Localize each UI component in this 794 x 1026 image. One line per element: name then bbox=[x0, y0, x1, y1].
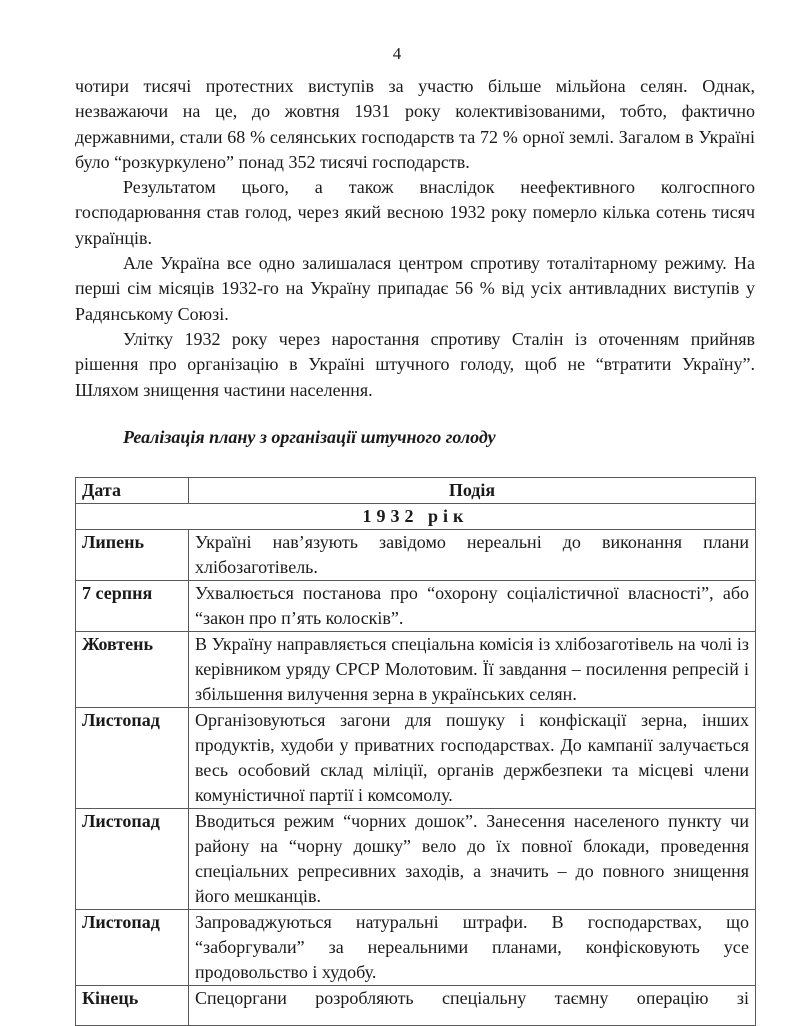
row-event: Організовуються загони для пошуку і конфіскації зерна, інших продуктів, худоби у приватних господарствах. До кампанії залучається весь особовий склад міліції, органів держбезпеки та місцеві члени комуністичної партії і комсомолу. bbox=[189, 708, 756, 809]
paragraph-3: Але Україна все одно залишалася центром спротиву тоталітарному режиму. На перші сім місяців 1932-го на Україну припадає 56 % від усіх антивладних виступів у Радянському Союзі. bbox=[75, 253, 755, 324]
table-row bbox=[76, 910, 756, 986]
row-date: Листопад bbox=[76, 910, 189, 986]
row-date: Жовтень bbox=[76, 632, 189, 708]
table-row bbox=[76, 632, 756, 708]
body-text bbox=[75, 74, 755, 403]
paragraph-1: чотири тисячі протестних виступів за участю більше мільйона селян. Однак, незважаючи на це, до жовтня 1931 року колективізованими, тобто, фактично державними, стали 68 % селянських господарств та 72 % орної землі. Загалом в Україні було “розкуркулено” понад 352 тисячі господарств. bbox=[75, 76, 755, 172]
header-date: Дата bbox=[76, 478, 189, 504]
paragraph-2: Результатом цього, а також внаслідок неефективного колгоспного господарювання став голод, через який весною 1932 року померло кілька сотень тисяч українців. bbox=[75, 177, 755, 248]
table-header-row bbox=[76, 478, 756, 504]
row-date: Липень bbox=[76, 530, 189, 581]
paragraph-4: Улітку 1932 року через наростання спротиву Сталін із оточенням прийняв рішення про організацію в Україні штучного голоду, щоб не “втратити Україну”. Шляхом знищення частини населення. bbox=[75, 328, 755, 400]
row-event: Запроваджуються натуральні штрафи. В господарствах, що “заборгували” за нереальними планами, конфісковують усе продовольство і худобу. bbox=[189, 910, 756, 986]
row-event: В Україну направляється спеціальна комісія із хлібозаготівель на чолі із керівником уряду СРСР Молотовим. Її завдання – посилення репресій і збільшення вилучення зерна в українських селян. bbox=[189, 632, 756, 708]
table-row bbox=[76, 708, 756, 809]
row-event: Україні нав’язують завідомо нереальні до виконання плани хлібозаготівель. bbox=[189, 530, 756, 581]
table-row bbox=[76, 530, 756, 581]
table-row bbox=[76, 986, 756, 1026]
row-event: Спецоргани розробляють спеціальну таємну операцію зі bbox=[189, 986, 756, 1026]
row-date: Листопад bbox=[76, 809, 189, 910]
section-title: Реалізація плану з організації штучного голоду bbox=[123, 427, 496, 447]
row-date: Листопад bbox=[76, 708, 189, 809]
row-date: 7 серпня bbox=[76, 581, 189, 632]
table-row bbox=[76, 581, 756, 632]
row-date: Кінець bbox=[76, 986, 189, 1026]
year-label: 1932 рік bbox=[76, 504, 756, 530]
header-event: Подія bbox=[189, 478, 756, 504]
row-event: Ухвалюється постанова про “охорону соціалістичної власності”, або “закон про п’ять колосків”. bbox=[189, 581, 756, 632]
events-table bbox=[75, 477, 756, 1026]
year-row bbox=[76, 504, 756, 530]
table-row bbox=[76, 809, 756, 910]
page-number: 4 bbox=[392, 44, 402, 63]
row-event: Вводиться режим “чорних дошок”. Занесення населеного пункту чи району на “чорну дошку” вело до їх повної блокади, проведення спеціальних репресивних заходів, а значить – до повного знищення його мешканців. bbox=[189, 809, 756, 910]
